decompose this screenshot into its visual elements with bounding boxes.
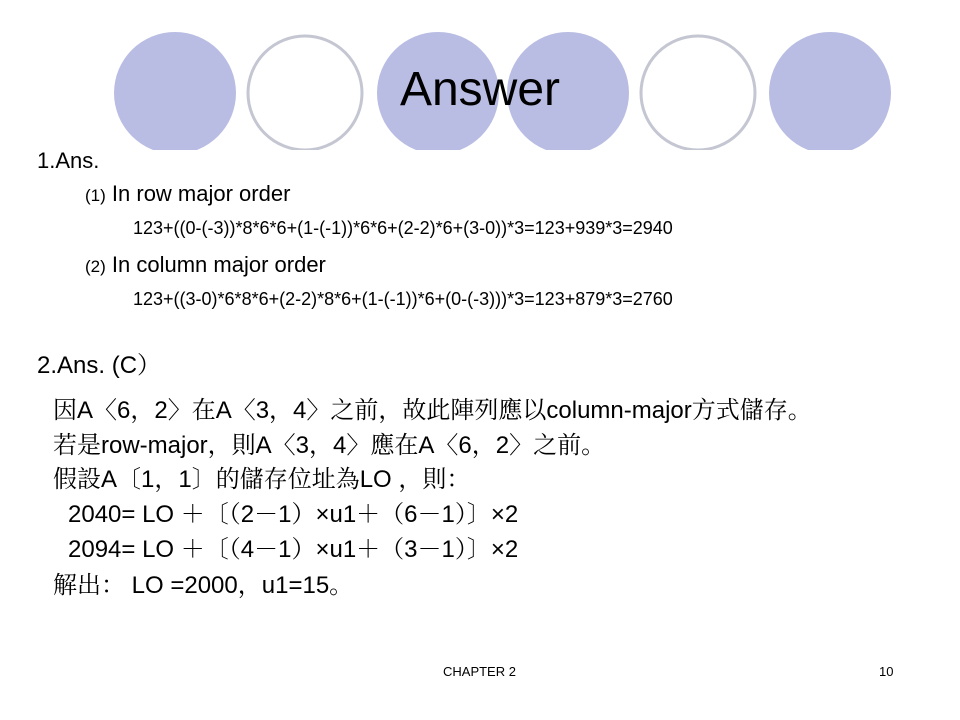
footer-chapter: CHAPTER 2 [443,664,516,679]
row-major-item [85,181,290,207]
explanation-line-3: 假設A〔1，1〕的儲存位址為LO ，則： [53,466,471,493]
column-major-number: (2) [85,257,106,276]
answer-1-heading: 1.Ans. [37,148,100,173]
explanation-line-1: 因A〈6，2〉在A〈3，4〉之前，故此陣列應以column-major方式儲存。 [53,397,812,424]
explanation-line-2: 若是row-major，則A〈3，4〉應在A〈6，2〉之前。 [53,432,606,459]
row-major-label: In row major order [111,181,291,206]
equation-2: 2094= LO ＋〔（4－1）×u1＋（3－1）〕×2 [68,536,519,563]
column-major-formula: 123+((3-0)*6*8*6+(2-2)*8*6+(1-(-1))*6+(0-(-3)))*3=123+879*3=2760 [133,289,673,309]
column-major-item [85,252,326,278]
row-major-formula: 123+((0-(-3))*8*6*6+(1-(-1))*6*6+(2-2)*6+(3-0))*3=123+939*3=2940 [133,218,673,238]
footer-page-number: 10 [879,664,894,679]
answer-2-heading: 2.Ans. (C） [37,352,162,379]
solution-line: 解出： LO =2000，u1=15。 [53,572,354,599]
column-major-label: In column major order [111,252,326,277]
row-major-number: (1) [85,186,106,205]
equation-1: 2040= LO ＋〔（2－1）×u1＋（6－1）〕×2 [68,501,519,528]
slide-title: Answer [399,63,561,116]
